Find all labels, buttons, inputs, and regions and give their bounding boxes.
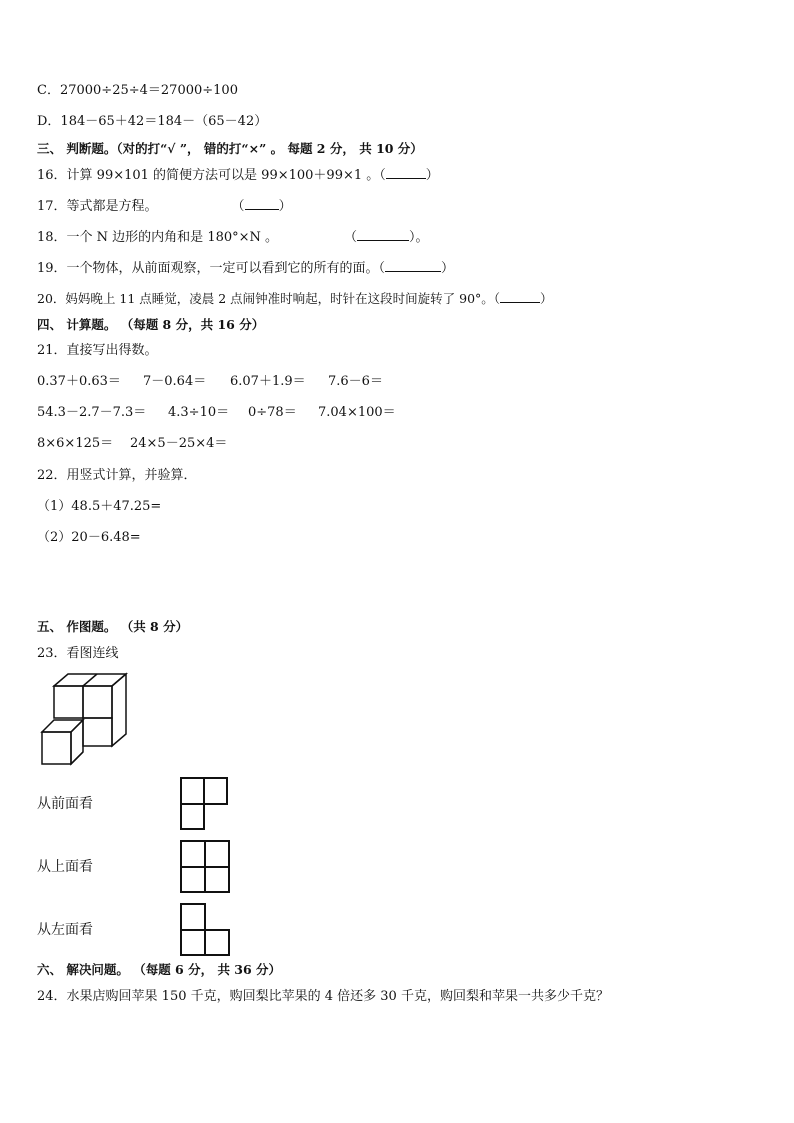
question-18 <box>37 228 429 247</box>
answer-blank-18[interactable] <box>357 228 409 241</box>
calc-item: 7.6－6＝ <box>328 374 383 389</box>
answer-blank-19[interactable] <box>385 259 441 272</box>
calc-item: 54.3－2.7－7.3＝ <box>37 405 147 420</box>
question-20 <box>37 290 553 308</box>
view-top-icon[interactable] <box>180 840 232 894</box>
question-21: 21．直接写出得数。 <box>37 343 158 358</box>
answer-blank-20[interactable] <box>500 290 540 303</box>
calc-item: 8×6×125＝ <box>37 436 114 451</box>
question-17-open: （ <box>231 199 245 214</box>
question-22-part-2: （2）20－6.48= <box>37 530 141 545</box>
question-16-text: 16．计算 99×101 的简便方法可以是 99×100＋99×1 。（ <box>37 168 386 183</box>
question-16-close: ） <box>425 168 439 183</box>
section-4-heading: 四、 计算题。 （每题 8 分，共 16 分） <box>37 317 265 332</box>
calc-item: 4.3÷10＝ <box>168 405 230 420</box>
view-left-icon[interactable] <box>180 903 232 957</box>
view-label-left: 从左面看 <box>37 922 93 938</box>
calc-item: 7.04×100＝ <box>318 405 396 420</box>
option-d: D．184－65＋42＝184－（65－42） <box>37 114 268 129</box>
question-17-close: ） <box>278 199 292 214</box>
section-3-heading: 三、 判断题。（对的打“√ ”， 错的打“×” 。 每题 2 分， 共 10 分） <box>37 141 423 156</box>
question-16 <box>37 166 439 185</box>
section-6-heading: 六、 解决问题。 （每题 6 分， 共 36 分） <box>37 962 282 977</box>
question-19-close: ） <box>441 261 455 276</box>
question-22-part-1: （1）48.5＋47.25= <box>37 499 162 514</box>
view-label-top: 从上面看 <box>37 859 93 875</box>
calc-item: 0÷78＝ <box>248 405 297 420</box>
question-18-open: （ <box>344 230 358 245</box>
question-18-text: 18．一个 N 边形的内角和是 180°×N 。 <box>37 230 279 245</box>
question-23: 23．看图连线 <box>37 646 119 661</box>
section-5-heading: 五、 作图题。 （共 8 分） <box>37 619 189 634</box>
question-17-text: 17．等式都是方程。 <box>37 199 158 214</box>
question-22: 22．用竖式计算，并验算． <box>37 468 197 483</box>
calc-item: 24×5－25×4＝ <box>130 436 228 451</box>
question-20-close: ） <box>540 291 553 306</box>
answer-blank-17[interactable] <box>245 197 279 210</box>
answer-blank-16[interactable] <box>386 166 426 179</box>
question-17 <box>37 197 292 216</box>
option-c: C．27000÷25÷4＝27000÷100 <box>37 83 238 98</box>
question-24: 24．水果店购回苹果 150 千克，购回梨比苹果的 4 倍还多 30 千克，购回梨和苹果一共多少千克？ <box>37 989 609 1004</box>
calc-item: 0.37＋0.63＝ <box>37 374 121 389</box>
question-19-text: 19．一个物体，从前面观察，一定可以看到它的所有的面。（ <box>37 261 386 276</box>
calc-item: 6.07＋1.9＝ <box>230 374 306 389</box>
question-19 <box>37 259 454 278</box>
question-18-close: ）。 <box>409 230 429 245</box>
view-label-front: 从前面看 <box>37 796 93 812</box>
calc-item: 7－0.64＝ <box>143 374 207 389</box>
view-front-icon[interactable] <box>180 777 230 831</box>
question-20-text: 20．妈妈晚上 11 点睡觉，凌晨 2 点闹钟准时响起，时针在这段时间旋转了 90°。（ <box>37 291 501 306</box>
cube-stack-drawing <box>38 672 134 770</box>
